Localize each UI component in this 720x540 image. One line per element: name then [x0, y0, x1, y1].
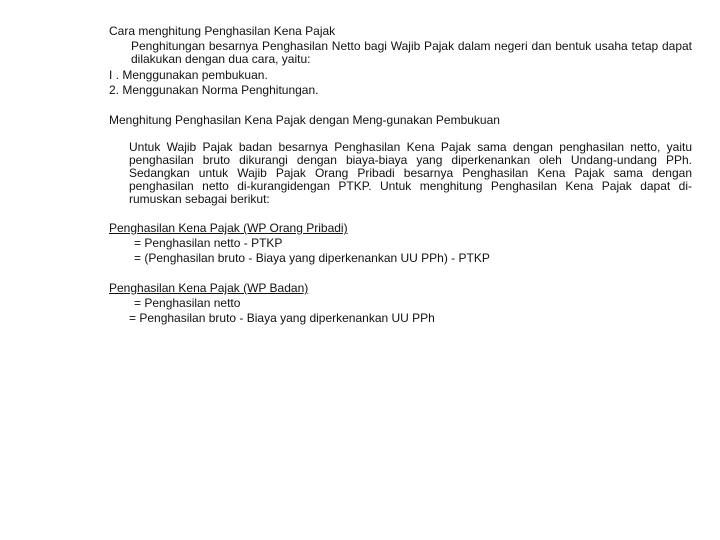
section-title: Cara menghitung Penghasilan Kena Pajak [109, 24, 336, 38]
body-text: Untuk Wajib Pajak badan besarnya Penghasilan Kena Pajak sama dengan penghasilan netto, yaitu penghasilan bruto dikurangi dengan biaya-biaya yang diperkenankan oleh Undang-undang PPh. Sedangkan untuk Wajib Pajak Orang Pribadi besarnya Penghasilan Kena Pajak sama dengan penghasilan netto di-kurangidengan PTKP. Untuk menghitung Penghasilan Kena Pajak dapat di-rumuskan sebagai berikut: [129, 140, 692, 206]
list-item-2: 2. Menggunakan Norma Penghitungan. [109, 83, 319, 97]
subsection-title: Menghitung Penghasilan Kena Pajak dengan Meng-gunakan Pembukuan [109, 113, 500, 127]
body-paragraph [129, 141, 692, 206]
intro-paragraph [131, 40, 692, 66]
formula-badan-heading: Penghasilan Kena Pajak (WP Badan) [109, 281, 309, 295]
list-item-1: I . Menggunakan pembukuan. [109, 68, 268, 82]
formula-badan-line-1: = Penghasilan netto [134, 296, 241, 310]
formula-op-heading: Penghasilan Kena Pajak (WP Orang Pribadi) [109, 221, 348, 235]
formula-badan-line-2: = Penghasilan bruto - Biaya yang diperkenankan UU PPh [129, 311, 435, 325]
formula-op-line-1: = Penghasilan netto - PTKP [134, 236, 283, 250]
formula-op-line-2: = (Penghasilan bruto - Biaya yang diperkenankan UU PPh) - PTKP [134, 251, 490, 265]
intro-text: Penghitungan besarnya Penghasilan Netto bagi Wajib Pajak dalam negeri dan bentuk usaha tetap dapat dilakukan dengan dua cara, yaitu: [131, 39, 692, 66]
